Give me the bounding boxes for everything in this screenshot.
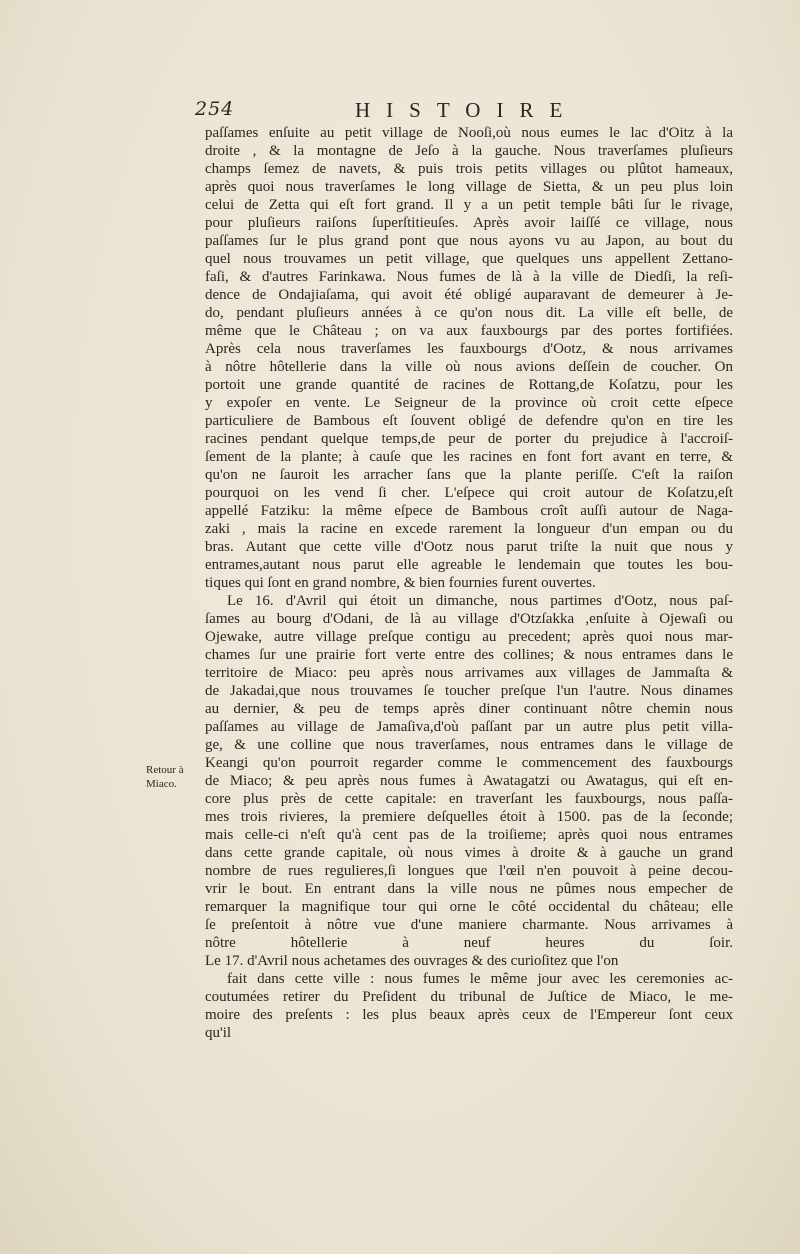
margin-note-line: Retour à (146, 764, 184, 776)
text-line: bras. Autant que cette ville d'Ootz nous parut triſte la nuit que nous y (205, 539, 733, 555)
text-line: y expoſer en vente. Le Seigneur de la province où croit cette eſpece (205, 395, 733, 411)
text-line: fait dans cette ville : nous fumes le même jour avec les ceremonies ac- (227, 971, 733, 987)
text-line: vrir le bout. En entrant dans la ville nous ne pûmes nous empecher de (205, 881, 733, 897)
text-line: quel nous trouvames un petit village, que quelques uns appellent Zettano- (205, 251, 733, 267)
text-line: droite , & la montagne de Jeſo à la gauche. Nous traverſames pluſieurs (205, 143, 733, 159)
text-line: faſi, & d'autres Farinkawa. Nous fumes de là à la ville de Diedſi, la reſi- (205, 269, 733, 285)
text-line: celui de Zetta qui eſt fort grand. Il y a un petit temple bâti ſur le rivage, (205, 197, 733, 213)
text-line: remarquer la magnifique tour qui orne le côté occidental du château; elle (205, 899, 733, 915)
text-line: Après cela nous traverſames les fauxbourgs d'Ootz, & nous arrivames (205, 341, 733, 357)
text-line: do, pendant pluſieurs années à ce qu'on nous dit. La ville eſt belle, de (205, 305, 733, 321)
text-line: paſſames ſur le plus grand pont que nous ayons vu au Japon, au bout du (205, 233, 733, 249)
text-line: de Miaco; & peu après nous fumes à Awatagatzi ou Awatagus, qui eſt en- (205, 773, 733, 789)
text-line: mais celle-ci n'eſt qu'à cent pas de la troiſieme; après quoi nous entrames (205, 827, 733, 843)
text-line: qu'il (205, 1025, 232, 1041)
catchword (205, 1042, 733, 1060)
text-line: ge, & une colline que nous traverſames, nous entrames dans le village de (205, 737, 733, 753)
text-line: qu'on ne ſauroit les arracher ſans que la plante periſſe. C'eſt la raiſon (205, 467, 733, 483)
text-line: moire des preſents : les plus beaux après ceux de l'Empereur ſont ceux (205, 1007, 733, 1023)
text-line: portoit une grande quantité de racines de Rottang,de Koſatzu, pour les (205, 377, 733, 393)
text-line: après quoi nous traverſames le long village de Sietta, & un peu plus loin (205, 179, 733, 195)
text-line: même que le Château ; on va aux fauxbourgs par des portes fortifiées. (205, 323, 733, 339)
text-line: dence de Ondajiaſama, qui avoit été obligé auparavant de demeurer à Je- (205, 287, 733, 303)
text-line: ſement de la plante; à cauſe que les racines en font fort avant en terre, & (205, 449, 733, 465)
text-line: Le 17. d'Avril nous achetames des ouvrages & des curioſitez que l'on (205, 953, 619, 969)
text-line: de Jakadai,que nous trouvames ſe toucher preſque l'un l'autre. Nous dinames (205, 683, 733, 699)
text-line: zaki , mais la racine en excede rarement la longueur d'un empan ou du (205, 521, 733, 537)
text-line: Keangi qu'on pourroit regarder comme le commencement des fauxbourgs (205, 755, 733, 771)
running-title: HISTOIRE (355, 98, 579, 122)
text-line: chames ſur une prairie fort verte entre des collines; & nous entrames dans le (205, 647, 733, 663)
margin-note-line: Miaco. (146, 778, 177, 790)
page-number: 254 (195, 98, 235, 120)
text-line: champs ſemez de navets, & puis trois petits villages ou plûtot hameaux, (205, 161, 733, 177)
text-line: particuliere de Bambous eſt ſouvent obligé de defendre qu'on en tire les (205, 413, 733, 429)
text-line: pourquoi on les vend ſi cher. L'eſpece qui croit autour de Koſatzu,eſt (205, 485, 733, 501)
text-line: core plus près de cette capitale: en traverſant les fauxbourgs, nous paſſa- (205, 791, 733, 807)
text-line: mes trois rivieres, la premiere deſquelles étoit à 1500. pas de la ſeconde; (205, 809, 733, 825)
page-header (195, 98, 740, 126)
text-line: nombre de rues regulieres,ſi longues que l'œil n'en pouvoit à peine decou- (205, 863, 733, 879)
margin-note (146, 763, 202, 791)
text-line: tiques qui ſont en grand nombre, & bien fournies furent ouvertes. (205, 575, 596, 591)
text-line: paſſames au village de Jamaſiva,d'où paſſant par un autre plus petit villa- (205, 719, 733, 735)
text-line: ſe preſentoit à nôtre vue d'une maniere charmante. Nous arrivames à (205, 917, 733, 933)
text-line: territoire de Miaco: peu après nous arrivames aux villages de Jammaſta & (205, 665, 733, 681)
text-line: pour pluſieurs raiſons ſuperſtitieuſes. Après avoir laiſſé ce village, nous (205, 215, 733, 231)
text-line: entrames,autant nous parut elle agreable le lendemain que toutes les bou- (205, 557, 733, 573)
text-line: à nôtre hôtellerie dans la ville où nous avions deſſein de coucher. On (205, 359, 733, 375)
text-line: ſames au bourg d'Odani, de là au village d'Otzſakka ,enſuite à Ojewaſi ou (205, 611, 733, 627)
text-line: nôtre hôtellerie à neuf heures du ſoir. (205, 935, 733, 951)
body-text (205, 124, 733, 1060)
text-line: racines pendant quelque temps,de peur de porter du prejudice à l'accroiſ- (205, 431, 733, 447)
text-line: au dernier, & peu de temps après diner continuant nôtre chemin nous (205, 701, 733, 717)
text-line: Le 16. d'Avril qui étoit un dimanche, nous partimes d'Ootz, nous paſ- (227, 593, 733, 609)
text-line: dans cette grande capitale, où nous vimes à droite & à gauche un grand (205, 845, 733, 861)
text-line: coutumées retirer du Preſident du tribunal de Juſtice de Miaco, le me- (205, 989, 733, 1005)
text-line: paſſames enſuite au petit village de Nooſi,où nous eumes le lac d'Oitz à la (205, 125, 733, 141)
text-line: Ojewake, autre village preſque contigu au precedent; après quoi nous mar- (205, 629, 733, 645)
text-line: appellé Fatziku: la même eſpece de Bambous croît auſſi autour de Naga- (205, 503, 733, 519)
